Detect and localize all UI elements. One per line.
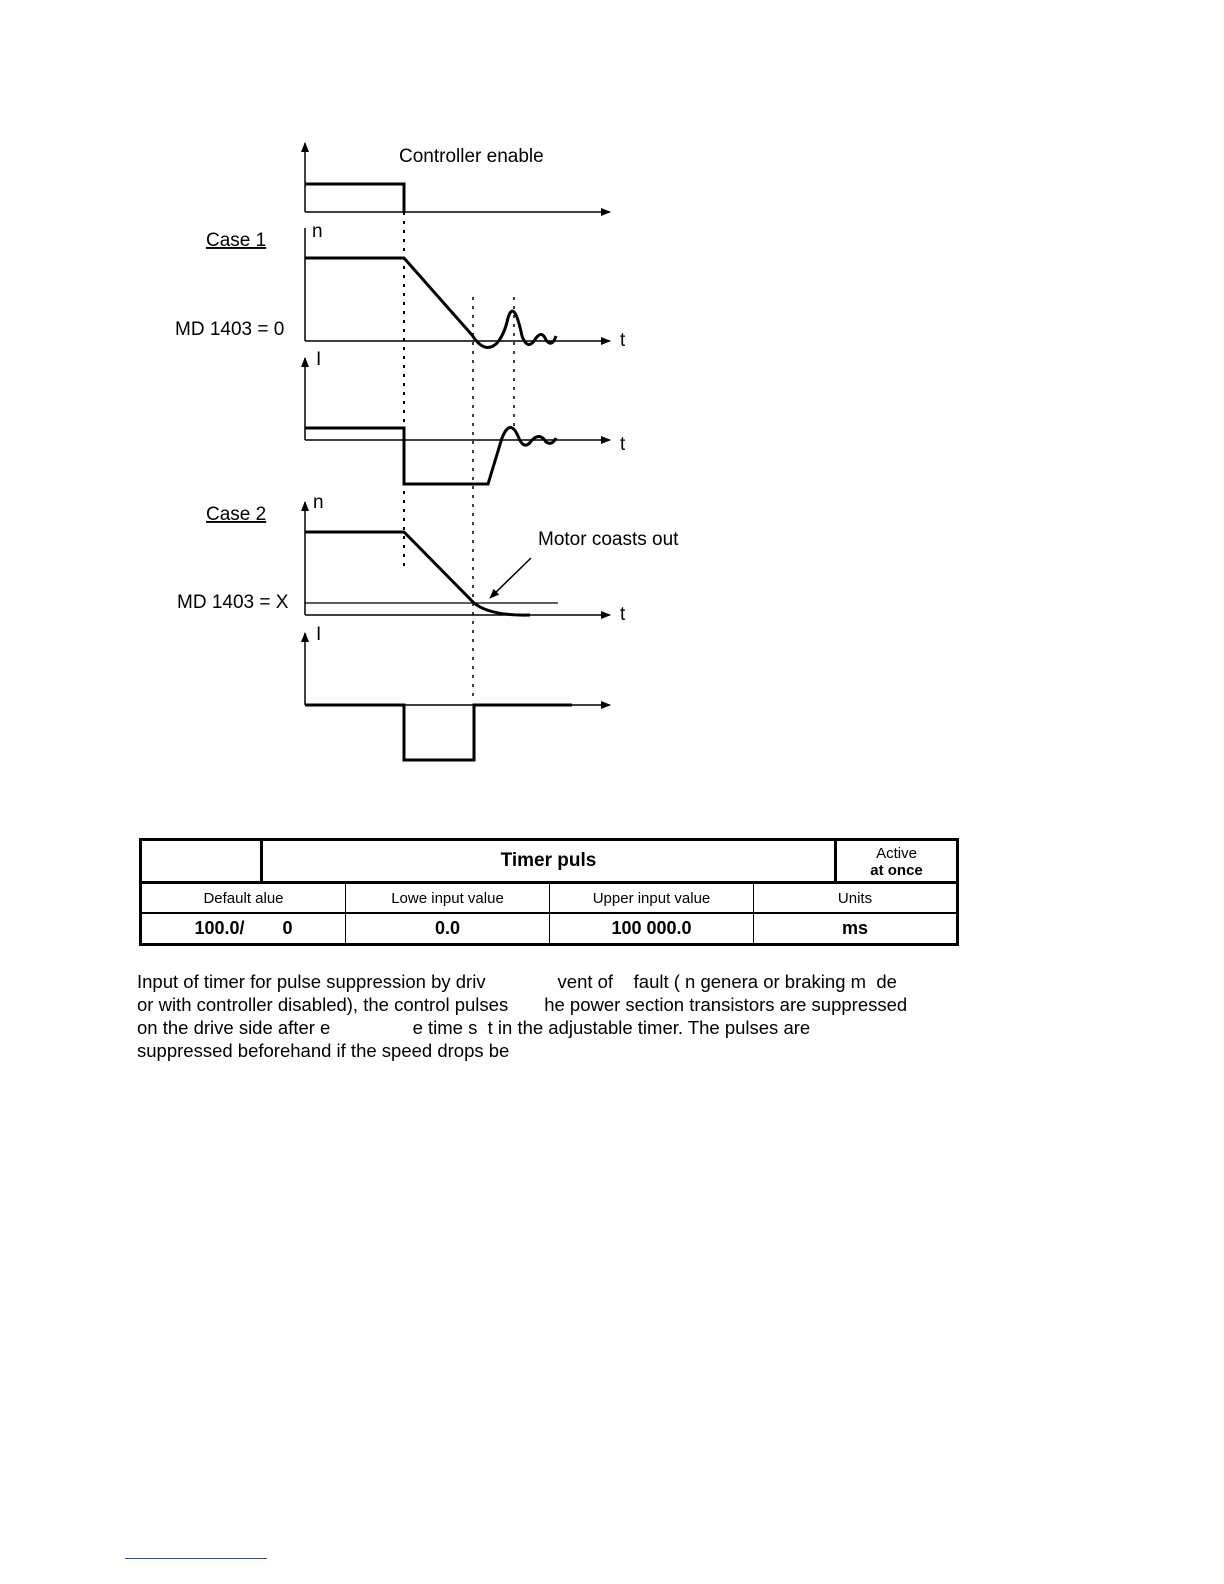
table-value-row <box>142 914 956 943</box>
table-number-cell <box>142 841 263 881</box>
active-label: Active <box>876 845 917 862</box>
table-header-row <box>142 884 956 914</box>
parameter-table <box>139 838 959 946</box>
value-lower: 0.0 <box>346 914 550 943</box>
case1-current-curve <box>305 427 556 484</box>
description-text <box>137 970 957 1062</box>
table-title-row <box>142 841 956 884</box>
value-default-a: 100.0/ <box>194 918 245 938</box>
header-units: Units <box>837 889 873 907</box>
description-line-1: Input of timer for pulse suppression by driv vent of fault ( n genera or braking m de <box>137 971 897 992</box>
case1-md-label: MD 1403 = 0 <box>175 319 285 340</box>
controller-enable-label: Controller enable <box>399 146 544 167</box>
case1-speed-curve <box>305 258 556 347</box>
case2-n-axis-label: n <box>313 492 324 513</box>
value-default <box>142 914 346 943</box>
table-title: Timer puls <box>263 841 837 881</box>
case1-n-t-label: t <box>620 330 626 351</box>
description-line-3: on the drive side after e e time s t in the adjustable timer. The pulses are <box>137 1017 811 1038</box>
header-default: Default alue <box>142 884 346 912</box>
enable-signal <box>305 184 404 212</box>
case1-i-axis-label: I <box>316 349 322 370</box>
value-units: ms <box>841 918 868 938</box>
case2-i-axis-label: I <box>316 624 322 645</box>
motor-coasts-out-label: Motor coasts out <box>538 529 679 550</box>
case1-title: Case 1 <box>206 230 267 251</box>
case1-n-axis-label: n <box>312 221 323 242</box>
description-line-2: or with controller disabled), the control pulses he power section transistors are suppressed <box>137 994 908 1015</box>
header-upper: Upper input value <box>550 884 754 912</box>
case2-title: Case 2 <box>206 504 267 525</box>
case1-i-t-label: t <box>620 434 626 455</box>
header-lower: Lowe input value <box>346 884 550 912</box>
footer-rule <box>125 1558 267 1559</box>
case2-md-label: MD 1403 = X <box>177 592 289 613</box>
annotation-arrow <box>490 558 531 598</box>
case2-n-t-label: t <box>620 604 626 625</box>
description-line-4: suppressed beforehand if the speed drops be <box>137 1040 510 1061</box>
active-value: at once <box>870 862 923 879</box>
value-upper: 100 000.0 <box>550 914 754 943</box>
value-default-b: 0 <box>282 918 293 938</box>
table-active-cell <box>837 841 956 881</box>
case2-current-curve <box>305 705 572 760</box>
